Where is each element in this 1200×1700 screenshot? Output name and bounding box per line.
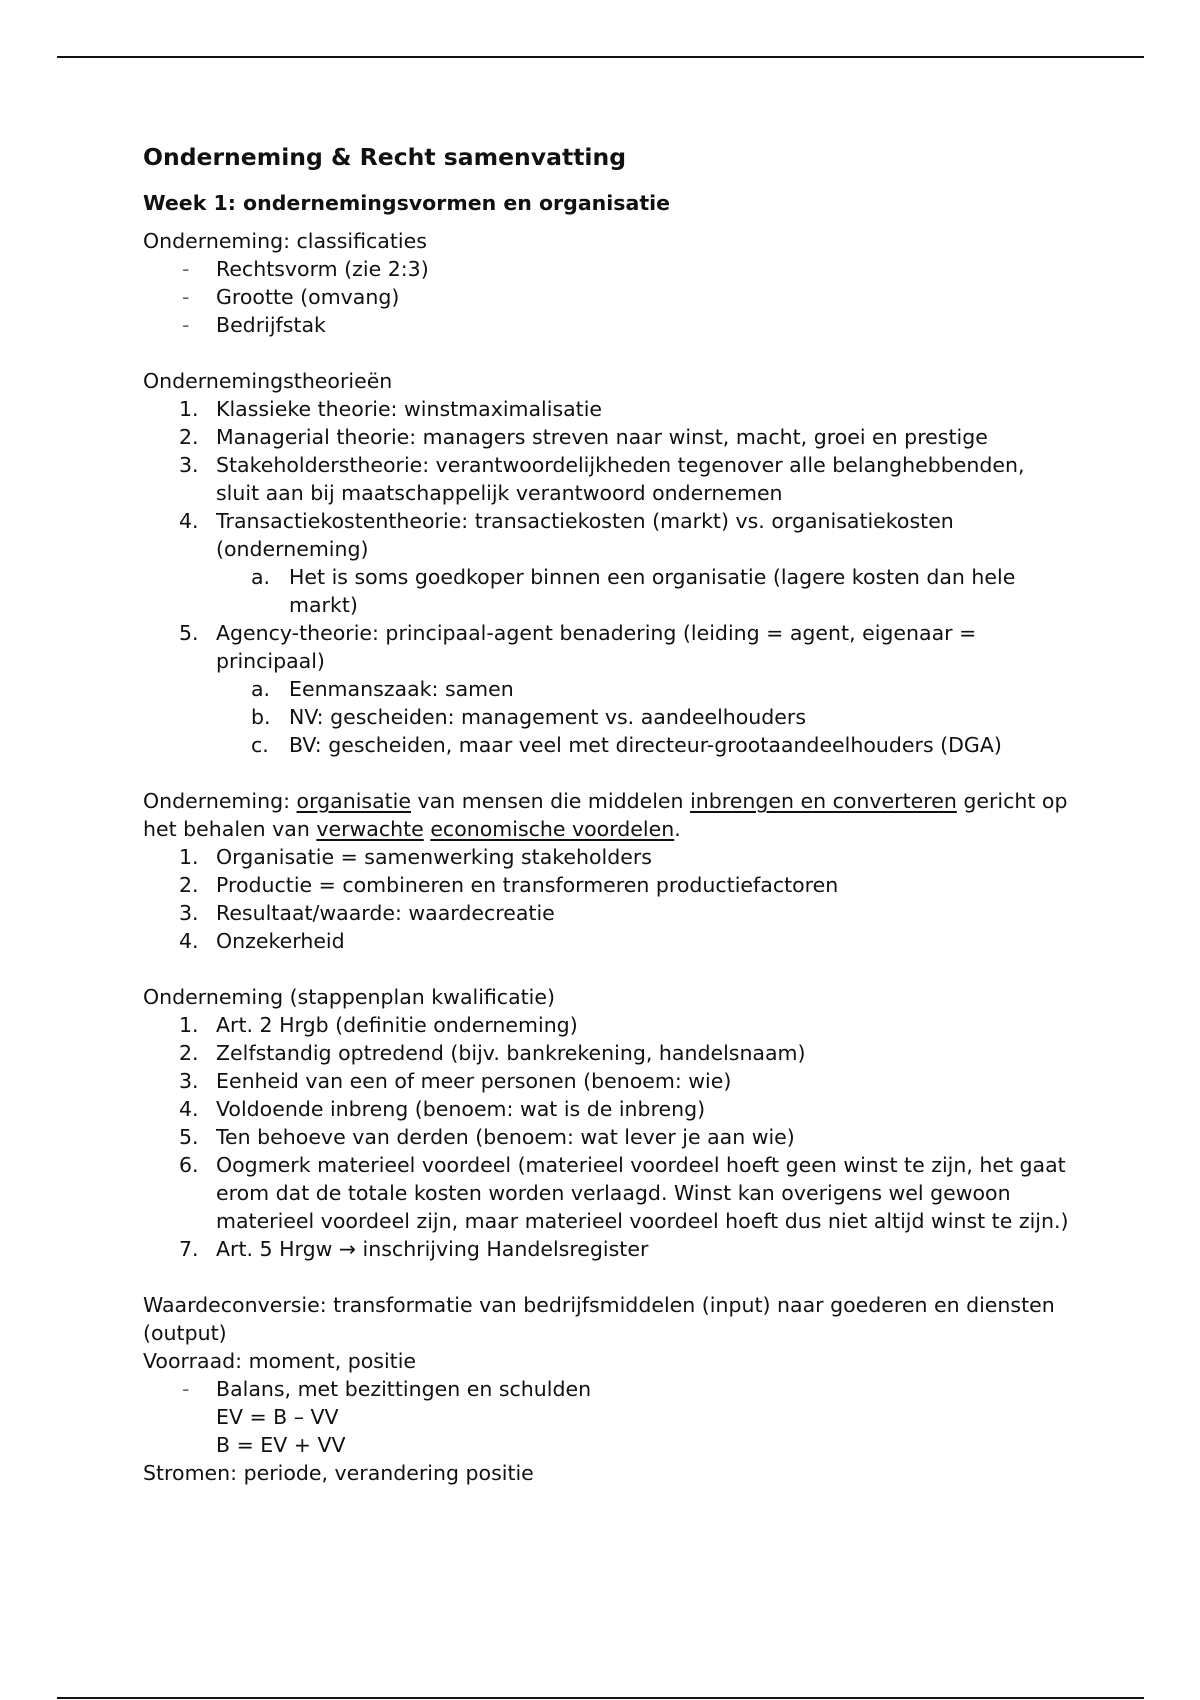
list-number: 4. <box>179 509 199 533</box>
list-number: 3. <box>179 453 199 477</box>
sub-list-item <box>143 675 1073 703</box>
list-item-text: Productie = combineren en transformeren productiefactoren <box>216 873 839 897</box>
list-letter: a. <box>251 565 271 589</box>
list-item <box>143 1067 1073 1095</box>
list-item <box>143 843 1073 871</box>
list-item <box>143 927 1073 955</box>
underlined-term: inbrengen en converteren <box>690 789 957 813</box>
list-number: 2. <box>179 1041 199 1065</box>
list-item: - Bedrijfstak <box>143 311 1073 339</box>
classificaties-heading: Onderneming: classificaties <box>143 229 427 253</box>
list-item-text: Transactiekostentheorie: transactiekosten (markt) vs. organisatiekosten (onderneming) <box>216 509 954 561</box>
theorieen-list-continued <box>143 619 1073 675</box>
list-number: 4. <box>179 1097 199 1121</box>
stappenplan-heading: Onderneming (stappenplan kwalificatie) <box>143 985 555 1009</box>
bottom-rule <box>57 1697 1144 1699</box>
sub-list-item <box>143 703 1073 731</box>
list-number: 1. <box>179 845 199 869</box>
waardeconversie-text: Waardeconversie: transformatie van bedrijfsmiddelen (input) naar goederen en diensten (output) <box>143 1293 1055 1345</box>
list-item-text: Organisatie = samenwerking stakeholders <box>216 845 652 869</box>
theorieen-list <box>143 395 1073 563</box>
list-letter: c. <box>251 733 269 757</box>
list-item-text: Eenheid van een of meer personen (benoem: wie) <box>216 1069 732 1093</box>
list-item <box>143 395 1073 423</box>
list-number: 1. <box>179 1013 199 1037</box>
definitie-paragraph: Onderneming: organisatie van mensen die middelen inbrengen en converteren gericht op het behalen van verwachte economische voordelen. <box>143 789 1068 841</box>
list-item-text: Voldoende inbreng (benoem: wat is de inbreng) <box>216 1097 706 1121</box>
stappenplan-list <box>143 1011 1073 1263</box>
list-item-text: Managerial theorie: managers streven naar winst, macht, groei en prestige <box>216 425 988 449</box>
list-item-text: Eenmanszaak: samen <box>289 677 514 701</box>
list-item <box>143 1011 1073 1039</box>
classificaties-list <box>143 255 1073 339</box>
page-title: Onderneming & Recht samenvatting <box>143 143 627 171</box>
underlined-term: organisatie <box>296 789 411 813</box>
list-item-text: Agency-theorie: principaal-agent benadering (leiding = agent, eigenaar = principaal) <box>216 621 977 673</box>
list-number: 4. <box>179 929 199 953</box>
underlined-term: verwachte <box>316 817 424 841</box>
underlined-term: economische voordelen <box>430 817 675 841</box>
list-item <box>143 451 1073 507</box>
list-number: 6. <box>179 1153 199 1177</box>
list-item-text: NV: gescheiden: management vs. aandeelhouders <box>289 705 807 729</box>
top-rule <box>57 56 1144 58</box>
list-item-text: Klassieke theorie: winstmaximalisatie <box>216 397 603 421</box>
list-item-text: Zelfstandig optredend (bijv. bankrekening, handelsnaam) <box>216 1041 806 1065</box>
sub-list-item <box>143 563 1073 619</box>
list-item-text: Onzekerheid <box>216 929 345 953</box>
list-item <box>143 1095 1073 1123</box>
list-item <box>143 1123 1073 1151</box>
voorraad-text: Voorraad: moment, positie <box>143 1349 417 1373</box>
stromen-text: Stromen: periode, verandering positie <box>143 1461 534 1485</box>
theorieen-heading: Ondernemingstheorieën <box>143 369 393 393</box>
list-item: - Balans, met bezittingen en schulden <box>143 1375 1073 1403</box>
formula-ev: EV = B – VV <box>216 1405 339 1429</box>
list-number: 1. <box>179 397 199 421</box>
sub-list-item <box>143 731 1073 759</box>
list-number: 5. <box>179 1125 199 1149</box>
list-item <box>143 1235 1073 1263</box>
formula-b: B = EV + VV <box>216 1433 346 1457</box>
list-item <box>143 871 1073 899</box>
list-number: 3. <box>179 1069 199 1093</box>
week-heading: Week 1: ondernemingsvormen en organisatie <box>143 191 671 215</box>
list-item-text: Oogmerk materieel voordeel (materieel voordeel hoeft geen winst te zijn, het gaat erom dat de totale kosten worden verlaagd. Winst kan overigens wel gewoon materieel voordeel zijn, maar materieel voordeel hoeft dus niet altijd winst te zijn.) <box>216 1153 1069 1233</box>
document-body <box>143 140 1073 1487</box>
list-item: - Grootte (omvang) <box>143 283 1073 311</box>
list-item <box>143 423 1073 451</box>
list-number: 7. <box>179 1237 199 1261</box>
list-item-text: Het is soms goedkoper binnen een organisatie (lagere kosten dan hele markt) <box>289 565 1016 617</box>
list-item <box>143 619 1073 675</box>
list-item <box>143 899 1073 927</box>
list-item: - Rechtsvorm (zie 2:3) <box>143 255 1073 283</box>
definitie-list <box>143 843 1073 955</box>
list-item-text: BV: gescheiden, maar veel met directeur-grootaandeelhouders (DGA) <box>289 733 1002 757</box>
list-item-text: Art. 5 Hrgw → inschrijving Handelsregister <box>216 1237 649 1261</box>
list-number: 5. <box>179 621 199 645</box>
list-letter: b. <box>251 705 271 729</box>
list-item <box>143 507 1073 563</box>
list-item-text: Stakeholderstheorie: verantwoordelijkheden tegenover alle belanghebbenden, sluit aan bij maatschappelijk verantwoord ondernemen <box>216 453 1025 505</box>
list-number: 2. <box>179 425 199 449</box>
voorraad-list <box>143 1375 1073 1403</box>
list-item-text: Ten behoeve van derden (benoem: wat lever je aan wie) <box>216 1125 795 1149</box>
list-number: 3. <box>179 901 199 925</box>
list-letter: a. <box>251 677 271 701</box>
agency-sublist <box>143 675 1073 759</box>
list-number: 2. <box>179 873 199 897</box>
list-item <box>143 1039 1073 1067</box>
theorieen-sublist <box>143 563 1073 619</box>
list-item-text: Resultaat/waarde: waardecreatie <box>216 901 555 925</box>
list-item-text: Art. 2 Hrgb (definitie onderneming) <box>216 1013 578 1037</box>
list-item <box>143 1151 1073 1235</box>
